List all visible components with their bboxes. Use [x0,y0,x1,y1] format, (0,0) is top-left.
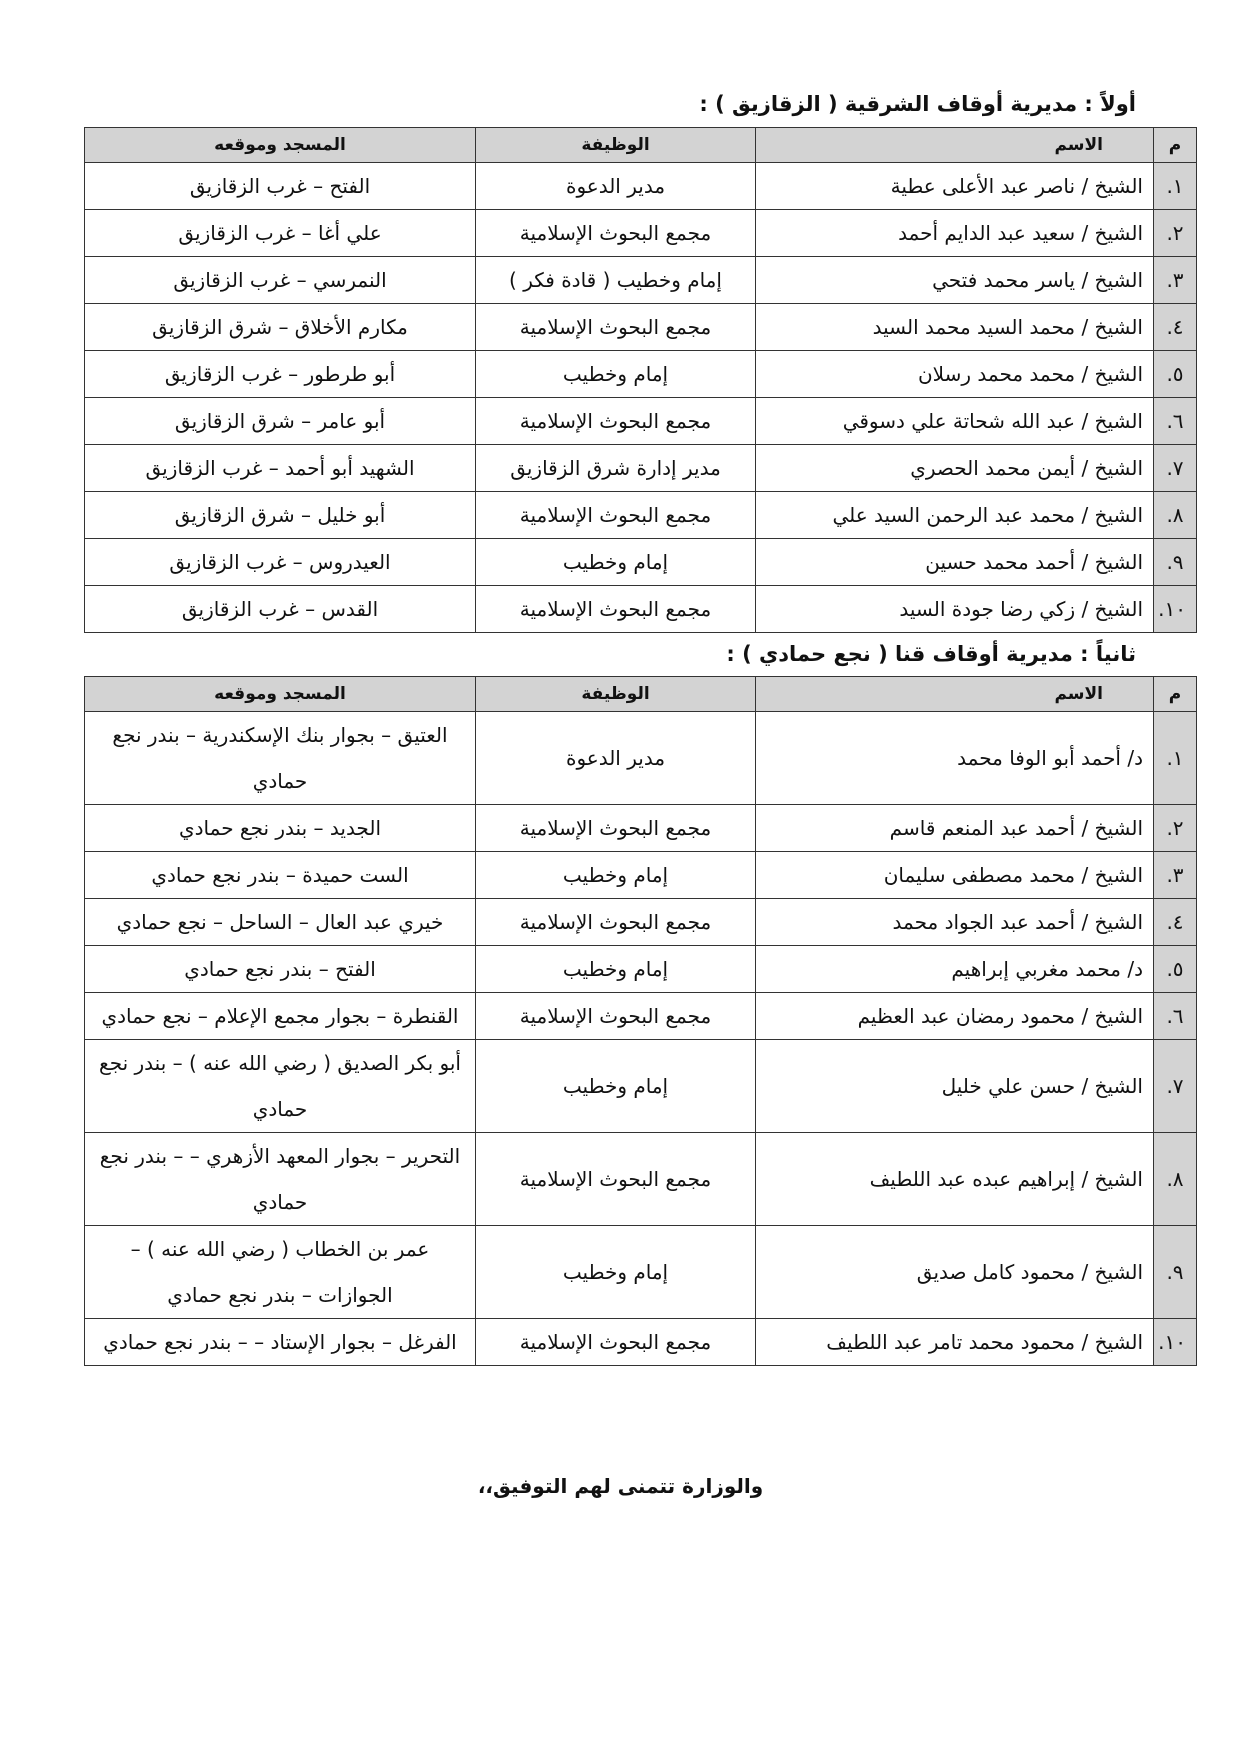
table-row [85,805,1197,852]
row-mosque: أبو بكر الصديق ( رضي الله عنه ) – بندر نجع حمادي [85,1040,476,1133]
table-row [85,712,1197,805]
row-number: ١٠. [1154,1319,1197,1366]
row-job: مجمع البحوث الإسلامية [476,398,756,445]
row-name: د/ أحمد أبو الوفا محمد [756,712,1154,805]
table-row [85,351,1197,398]
row-job: إمام وخطيب ( قادة فكر ) [476,257,756,304]
row-job: مجمع البحوث الإسلامية [476,1319,756,1366]
row-mosque: القنطرة – بجوار مجمع الإعلام – نجع حمادي [85,993,476,1040]
row-job: إمام وخطيب [476,1040,756,1133]
row-mosque: العيدروس – غرب الزقازيق [85,539,476,586]
table-row [85,1226,1197,1319]
row-job: مجمع البحوث الإسلامية [476,1133,756,1226]
row-number: ٧. [1154,445,1197,492]
table-row [85,210,1197,257]
row-name: الشيخ / محمد السيد محمد السيد [756,304,1154,351]
row-mosque: القدس – غرب الزقازيق [85,586,476,633]
row-job: مجمع البحوث الإسلامية [476,492,756,539]
table-row [85,445,1197,492]
table-row [85,946,1197,993]
row-name: الشيخ / أحمد عبد المنعم قاسم [756,805,1154,852]
row-name: الشيخ / زكي رضا جودة السيد [756,586,1154,633]
header-mosque: المسجد وموقعه [85,677,476,712]
row-name: الشيخ / إبراهيم عبده عبد اللطيف [756,1133,1154,1226]
row-job: إمام وخطيب [476,1226,756,1319]
section-2-table [84,676,1197,1366]
table-row [85,539,1197,586]
row-name: الشيخ / محمود كامل صديق [756,1226,1154,1319]
row-job: مجمع البحوث الإسلامية [476,805,756,852]
row-name: الشيخ / محمد مصطفى سليمان [756,852,1154,899]
row-name: الشيخ / محمد عبد الرحمن السيد علي [756,492,1154,539]
header-num: م [1154,677,1197,712]
section-2-title: ثانياً : مديرية أوقاف قنا ( نجع حمادي ) : [726,642,1136,666]
table-row [85,586,1197,633]
row-number: ٧. [1154,1040,1197,1133]
table-row [85,852,1197,899]
row-name: الشيخ / محمود محمد تامر عبد اللطيف [756,1319,1154,1366]
row-mosque: علي أغا – غرب الزقازيق [85,210,476,257]
row-mosque: الشهيد أبو أحمد – غرب الزقازيق [85,445,476,492]
row-mosque: الفتح – بندر نجع حمادي [85,946,476,993]
row-number: ٢. [1154,805,1197,852]
row-job: مدير الدعوة [476,712,756,805]
row-mosque: الفرغل – بجوار الإستاد – – بندر نجع حمادي [85,1319,476,1366]
row-name: الشيخ / محمود رمضان عبد العظيم [756,993,1154,1040]
table-row [85,899,1197,946]
table-row [85,492,1197,539]
row-number: ١. [1154,712,1197,805]
row-job: مجمع البحوث الإسلامية [476,210,756,257]
row-job: مجمع البحوث الإسلامية [476,899,756,946]
row-number: ٩. [1154,1226,1197,1319]
row-job: إمام وخطيب [476,852,756,899]
row-mosque: أبو طرطور – غرب الزقازيق [85,351,476,398]
row-name: الشيخ / سعيد عبد الدايم أحمد [756,210,1154,257]
row-number: ١٠. [1154,586,1197,633]
row-job: مجمع البحوث الإسلامية [476,586,756,633]
row-name: الشيخ / ناصر عبد الأعلى عطية [756,163,1154,210]
row-name: الشيخ / أحمد محمد حسين [756,539,1154,586]
row-job: إمام وخطيب [476,946,756,993]
row-mosque: مكارم الأخلاق – شرق الزقازيق [85,304,476,351]
closing-note: والوزارة تتمنى لهم التوفيق،، [477,1474,764,1498]
table-row [85,304,1197,351]
header-name: الاسم [756,128,1154,163]
row-job: مدير الدعوة [476,163,756,210]
header-num: م [1154,128,1197,163]
row-job: مدير إدارة شرق الزقازيق [476,445,756,492]
row-name: الشيخ / أيمن محمد الحصري [756,445,1154,492]
row-mosque: التحرير – بجوار المعهد الأزهري – – بندر نجع حمادي [85,1133,476,1226]
table-row [85,163,1197,210]
row-name: الشيخ / أحمد عبد الجواد محمد [756,899,1154,946]
header-mosque: المسجد وموقعه [85,128,476,163]
row-number: ٨. [1154,1133,1197,1226]
table-header-row [85,677,1197,712]
row-number: ٨. [1154,492,1197,539]
table-row [85,1319,1197,1366]
row-mosque: الست حميدة – بندر نجع حمادي [85,852,476,899]
row-number: ٤. [1154,304,1197,351]
table-row [85,1133,1197,1226]
header-job: الوظيفة [476,128,756,163]
row-job: إمام وخطيب [476,539,756,586]
row-number: ٥. [1154,946,1197,993]
row-number: ٣. [1154,257,1197,304]
row-mosque: العتيق – بجوار بنك الإسكندرية – بندر نجع حمادي [85,712,476,805]
section-1-table [84,127,1197,633]
row-name: الشيخ / ياسر محمد فتحي [756,257,1154,304]
row-mosque: النمرسي – غرب الزقازيق [85,257,476,304]
row-mosque: عمر بن الخطاب ( رضي الله عنه ) – الجوازات – بندر نجع حمادي [85,1226,476,1319]
row-name: الشيخ / محمد محمد رسلان [756,351,1154,398]
row-number: ٢. [1154,210,1197,257]
row-job: مجمع البحوث الإسلامية [476,304,756,351]
row-mosque: الفتح – غرب الزقازيق [85,163,476,210]
row-number: ٦. [1154,993,1197,1040]
row-job: إمام وخطيب [476,351,756,398]
table-header-row [85,128,1197,163]
header-job: الوظيفة [476,677,756,712]
row-name: د/ محمد مغربي إبراهيم [756,946,1154,993]
row-number: ٦. [1154,398,1197,445]
table-row [85,257,1197,304]
row-mosque: أبو عامر – شرق الزقازيق [85,398,476,445]
table-row [85,398,1197,445]
section-1-title: أولاً : مديرية أوقاف الشرقية ( الزقازيق ) : [699,92,1136,116]
row-number: ٥. [1154,351,1197,398]
row-number: ٤. [1154,899,1197,946]
row-job: مجمع البحوث الإسلامية [476,993,756,1040]
row-mosque: أبو خليل – شرق الزقازيق [85,492,476,539]
row-mosque: الجديد – بندر نجع حمادي [85,805,476,852]
row-name: الشيخ / عبد الله شحاتة علي دسوقي [756,398,1154,445]
row-name: الشيخ / حسن علي خليل [756,1040,1154,1133]
table-row [85,1040,1197,1133]
row-number: ١. [1154,163,1197,210]
table-row [85,993,1197,1040]
row-number: ٩. [1154,539,1197,586]
header-name: الاسم [756,677,1154,712]
row-mosque: خيري عبد العال – الساحل – نجع حمادي [85,899,476,946]
row-number: ٣. [1154,852,1197,899]
